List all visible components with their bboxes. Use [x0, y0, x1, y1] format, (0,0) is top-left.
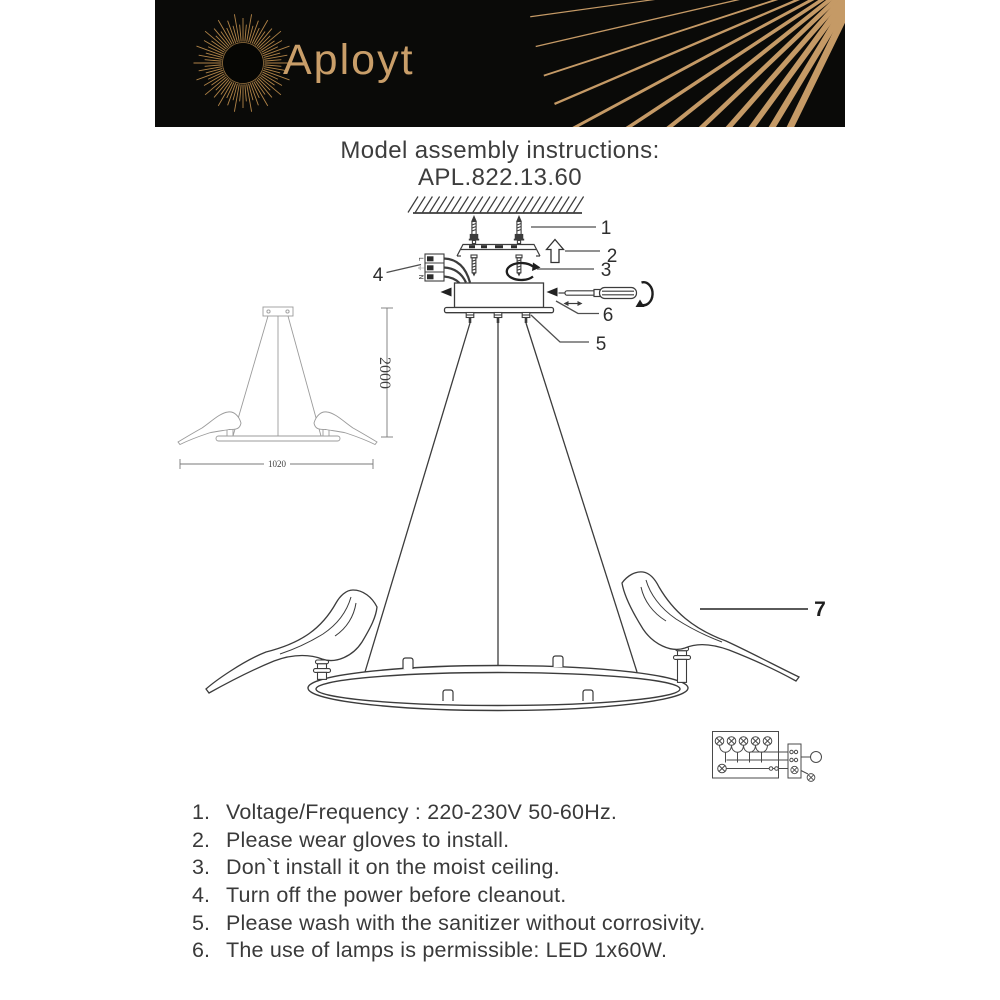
instruction-number: 6. [192, 938, 210, 963]
terminal-label-earth: ⏚ [417, 264, 425, 272]
height-dimension-label: 2000 [376, 357, 393, 389]
bracket-screws-icon [471, 255, 522, 277]
callout-7-label: 7 [814, 598, 826, 621]
instruction-number: 4. [192, 883, 210, 908]
instruction-text: Voltage/Frequency : 220-230V 50-60Hz. [226, 800, 618, 824]
instruction-text: Please wear gloves to install. [226, 827, 510, 852]
instruction-number: 3. [192, 855, 210, 880]
callout-2-label: 2 [606, 246, 618, 267]
suspension-cables [365, 323, 637, 676]
brand-name: Aployt [283, 36, 415, 84]
callout-4-label: 4 [372, 265, 384, 286]
instruction-item [192, 800, 892, 828]
instruction-text: Please wash with the sanitizer without corrosivity. [226, 910, 706, 935]
bird-mount-left [314, 660, 331, 679]
model-number: APL.822.13.60 [417, 163, 582, 191]
page-title: Model assembly instructions: [340, 137, 660, 164]
wiring-diagram [713, 732, 822, 782]
bird-right [622, 572, 799, 681]
terminal-block-icon [425, 254, 470, 283]
instruction-item [192, 911, 892, 939]
callout-3-label: 3 [600, 260, 612, 281]
canopy-icon [441, 283, 558, 323]
instruction-list [192, 800, 892, 966]
sunburst-logo-icon [188, 8, 298, 118]
assembly-diagram [150, 190, 870, 810]
up-arrow-icon [547, 240, 564, 263]
bird-mount-right [674, 647, 691, 682]
instruction-item [192, 828, 892, 856]
callout-6-label: 6 [602, 305, 614, 326]
instruction-item [192, 855, 892, 883]
terminal-label-n: N [417, 274, 425, 280]
dimension-diagram [178, 307, 393, 469]
callout-5-label: 5 [595, 334, 607, 355]
rotation-arrow-icon [507, 263, 541, 281]
callout-leaders [387, 227, 809, 609]
instruction-text: Don`t install it on the moist ceiling. [226, 855, 560, 880]
anchor-screw-icon [469, 215, 524, 244]
instruction-item [192, 938, 892, 966]
instruction-number: 1. [192, 800, 210, 824]
instruction-item [192, 883, 892, 911]
width-dimension-label: 1020 [268, 459, 286, 469]
instruction-text: Turn off the power before cleanout. [226, 883, 567, 908]
callout-1-label: 1 [600, 218, 612, 239]
terminal-label-l: L [417, 257, 425, 261]
screwdriver-icon [559, 282, 653, 307]
ceiling-hatch [408, 197, 584, 214]
brand-banner [155, 0, 845, 127]
instruction-number: 2. [192, 827, 210, 852]
title-block [0, 138, 1000, 191]
instruction-number: 5. [192, 910, 210, 935]
instruction-text: The use of lamps is permissible: LED 1x60W. [226, 938, 668, 963]
mounting-bracket-icon [457, 245, 540, 257]
